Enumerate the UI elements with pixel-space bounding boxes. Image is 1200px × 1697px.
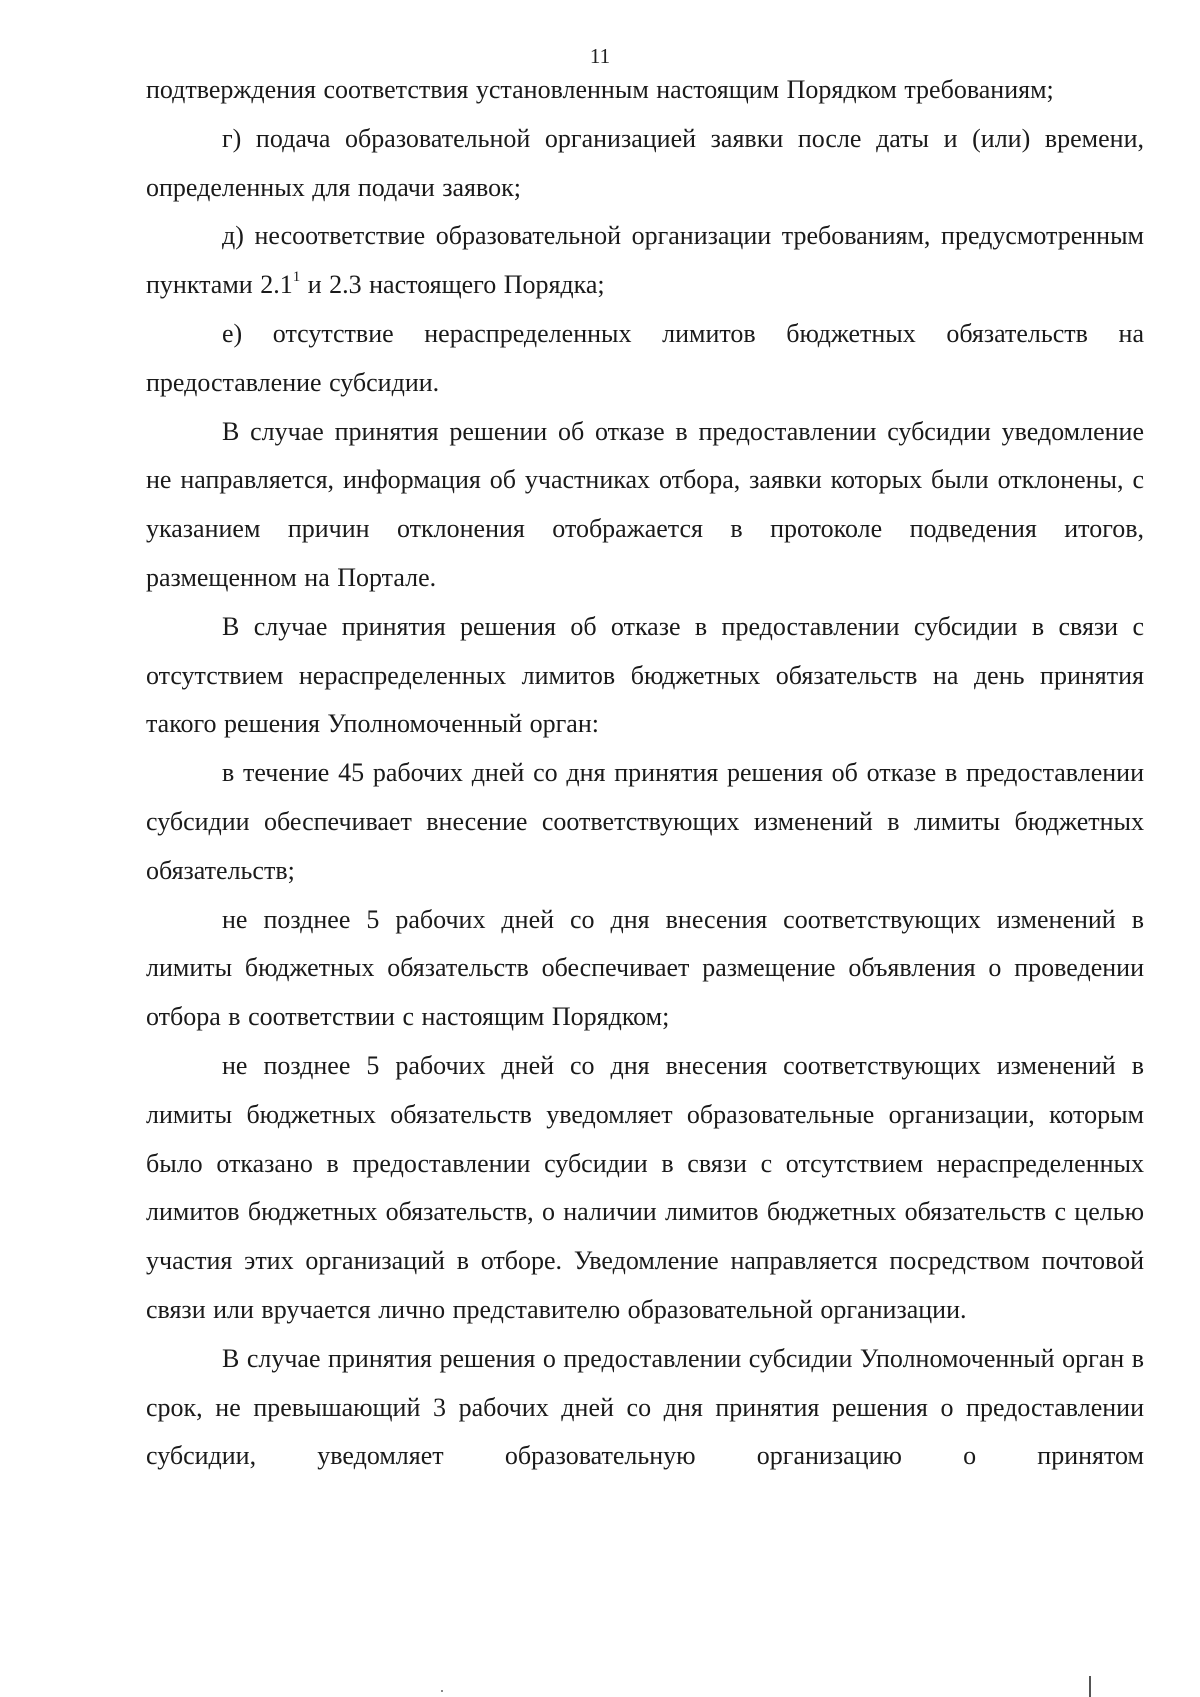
paragraph-5-days-announcement: не позднее 5 рабочих дней со дня внесения соответствующих изменений в лимиты бюджетных обязательств обеспечивает размещение объявления о проведении отбора в соответствии с настоящим Порядком; — [146, 904, 1144, 1032]
paragraph-grant-decision: В случае принятия решения о предоставлении субсидии Уполномоченный орган в срок, не превышающий 3 рабочих дней со дня принятия решения о предоставлении субсидии, уведомляет образовательную организацию о принятом — [146, 1343, 1144, 1471]
page-number: 11 — [589, 44, 611, 68]
paragraph-refusal-limits: В случае принятия решения об отказе в предоставлении субсидии в связи с отсутствием нераспределенных лимитов бюджетных обязательств на день принятия такого решения Уполномоченный орган: — [146, 611, 1144, 739]
list-item-g: г) подача образовательной организацией заявки после даты и (или) времени, определенных для подачи заявок; — [146, 123, 1144, 202]
document-body — [146, 66, 1144, 1481]
list-item-e: е) отсутствие нераспределенных лимитов бюджетных обязательств на предоставление субсидии. — [146, 318, 1144, 397]
scan-artifact-dot — [441, 1690, 443, 1692]
paragraph-45-days: в течение 45 рабочих дней со дня принятия решения об отказе в предоставлении субсидии обеспечивает внесение соответствующих изменений в лимиты бюджетных обязательств; — [146, 758, 1144, 885]
superscript-footnote: 1 — [292, 269, 301, 286]
paragraph-5-days-notify: не позднее 5 рабочих дней со дня внесения соответствующих изменений в лимиты бюджетных обязательств уведомляет образовательные организации, которым было отказано в предоставлении субсидии в связи с отсутствием нераспределенных лимитов бюджетных обязательств, о наличии лимитов бюджетных обязательств с целью участия этих организаций в отборе. Уведомление направляется посредством почтовой связи или вручается лично представителю образовательной организации. — [146, 1050, 1144, 1324]
list-item-d-text: д) несоответствие образовательной организации требованиям, предусмотренным пунктами 2.1 — [146, 221, 1144, 300]
list-item-d-text-end: и 2.3 настоящего Порядка; — [300, 270, 605, 300]
list-item-d — [146, 212, 1144, 310]
scan-artifact-tick — [1089, 1676, 1091, 1697]
paragraph-continuation: подтверждения соответствия установленным настоящим Порядком требованиям; — [146, 75, 1054, 104]
paragraph-refusal-notice: В случае принятия решении об отказе в предоставлении субсидии уведомление не направляется, информация об участниках отбора, заявки которых были отклонены, с указанием причин отклонения отображается в протоколе подведения итогов, размещенном на Портале. — [146, 416, 1144, 592]
